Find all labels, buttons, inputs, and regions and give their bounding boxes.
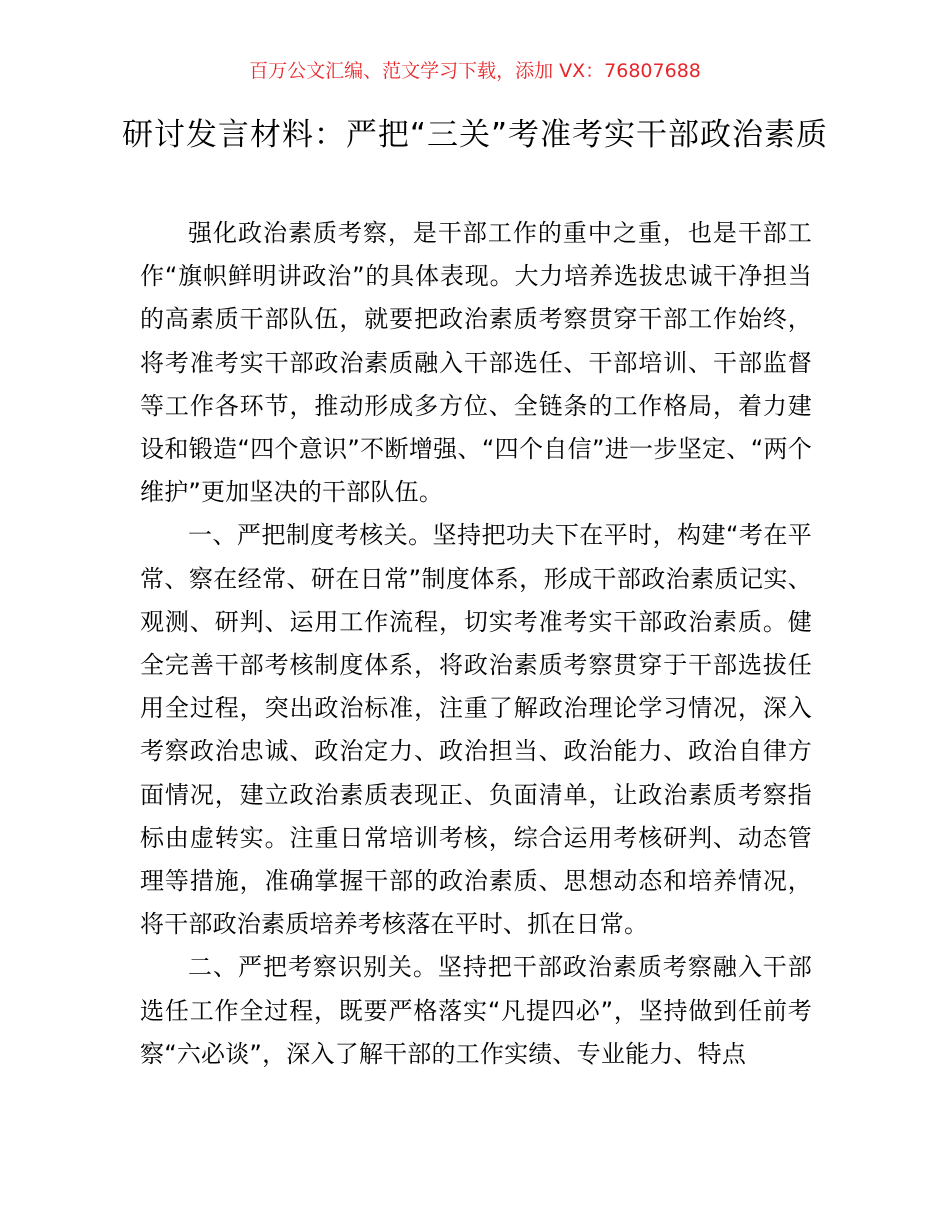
paragraph-intro: 强化政治素质考察，是干部工作的重中之重，也是干部工作“旗帜鲜明讲政治”的具体表现。大力培养选拔忠诚干净担当的高素质干部队伍，就要把政治素质考察贯穿干部工作始终，将考准考实干部政治素质融入干部选任、干部培训、干部监督等工作各环节，推动形成多方位、全链条的工作格局，着力建设和锻造“四个意识”不断增强、“四个自信”进一步坚定、“两个维护”更加坚决的干部队伍。 bbox=[140, 219, 812, 507]
watermark-header: 百万公文汇编、范文学习下载，添加 VX：76807688 bbox=[249, 60, 701, 82]
paragraph-section-2: 二、严把考察识别关。坚持把干部政治素质考察融入干部选任工作全过程，既要严格落实“凡提四必”，坚持做到任前考察“六必谈”，深入了解干部的工作实绩、专业能力、特点 bbox=[140, 953, 812, 1068]
paragraph-section-1: 一、严把制度考核关。坚持把功夫下在平时，构建“考在平常、察在经常、研在日常”制度体系，形成干部政治素质记实、观测、研判、运用工作流程，切实考准考实干部政治素质。健全完善干部考核制度体系，将政治素质考察贯穿于干部选拔任用全过程，突出政治标准，注重了解政治理论学习情况，深入考察政治忠诚、政治定力、政治担当、政治能力、政治自律方面情况，建立政治素质表现正、负面清单，让政治素质考察指标由虚转实。注重日常培训考核，综合运用考核研判、动态管理等措施，准确掌握干部的政治素质、思想动态和培养情况，将干部政治素质培养考核落在平时、抓在日常。 bbox=[140, 521, 812, 939]
document-body bbox=[140, 212, 812, 1076]
document-title: 研讨发言材料：严把“三关”考准考实干部政治素质 bbox=[121, 117, 829, 153]
